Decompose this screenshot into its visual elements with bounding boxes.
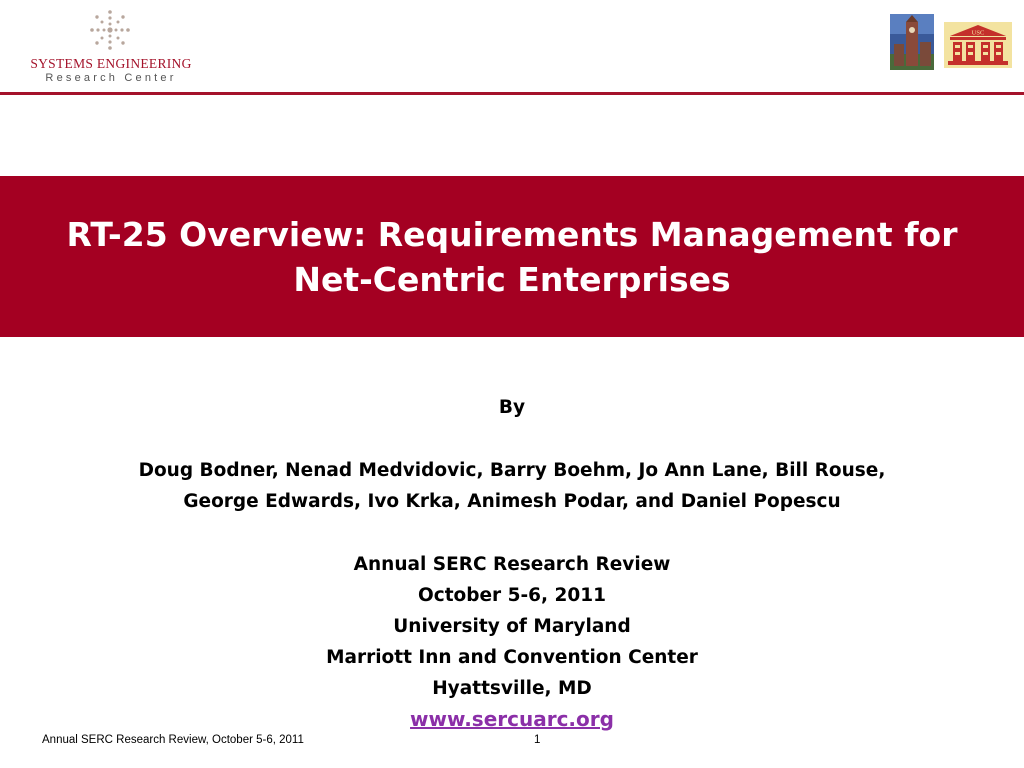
logo-title: SYSTEMS ENGINEERING	[30, 56, 192, 71]
title-line-2: Net-Centric Enterprises	[293, 259, 731, 299]
authors-line-2: George Edwards, Ivo Krka, Animesh Podar, and Daniel Popescu	[183, 491, 841, 512]
footer-text: Annual SERC Research Review, October 5-6, 2011	[42, 734, 304, 746]
slide-header	[0, 0, 1024, 94]
usc-building-logo	[944, 22, 1012, 68]
usc-badge-text: USC	[971, 29, 985, 37]
venue-location: Hyattsville, MD	[432, 678, 592, 699]
title-line-1: RT-25 Overview: Requirements Management for	[66, 214, 958, 254]
slide-body	[0, 392, 1024, 736]
university-name: University of Maryland	[393, 616, 631, 637]
event-name: Annual SERC Research Review	[353, 554, 671, 575]
serc-logo	[18, 8, 208, 84]
website-link[interactable]: www.sercuarc.org	[410, 707, 614, 731]
authors-line-1: Doug Bodner, Nenad Medvidovic, Barry Boehm, Jo Ann Lane, Bill Rouse,	[138, 460, 886, 481]
venue-name: Marriott Inn and Convention Center	[326, 647, 698, 668]
header-divider	[0, 92, 1024, 95]
title-band	[0, 176, 1024, 337]
clock-tower-photo	[890, 14, 934, 70]
page-number: 1	[534, 734, 541, 746]
event-date: October 5-6, 2011	[418, 585, 606, 606]
by-label: By	[498, 397, 526, 418]
logo-subtitle: Research Center	[45, 72, 177, 84]
slide-title	[26, 212, 997, 302]
network-star-icon	[88, 8, 132, 52]
